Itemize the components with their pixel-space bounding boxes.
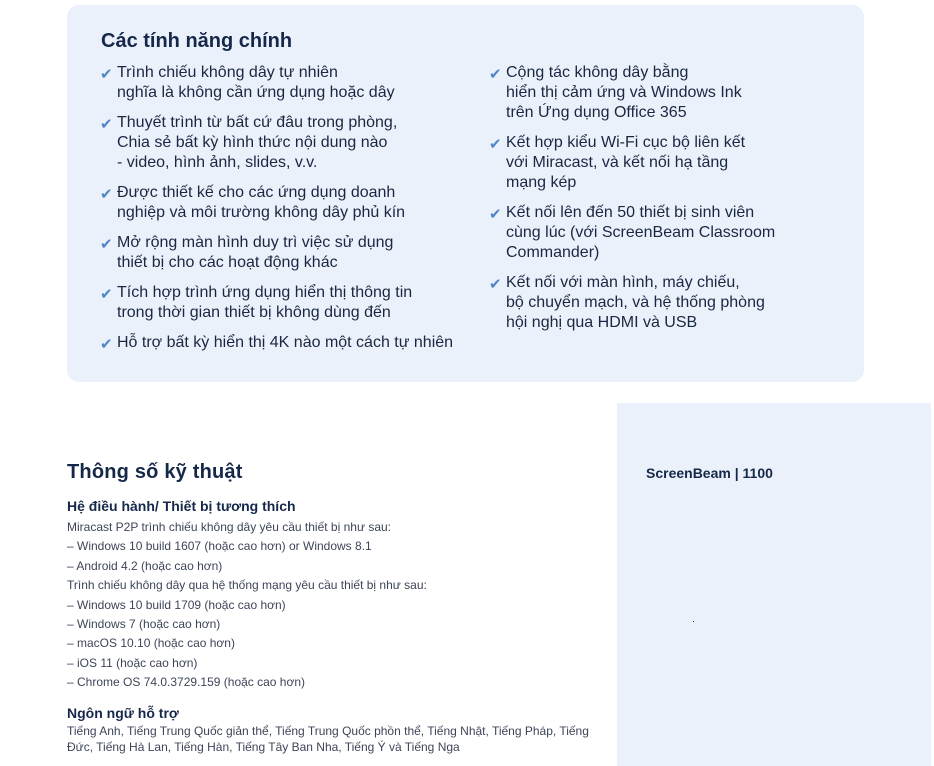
feature-item [489,203,859,263]
features-list-right [489,63,859,343]
product-image-placeholder [693,621,694,622]
os-compat-heading: Hệ điều hành/ Thiết bị tương thích [67,498,296,514]
feature-item [489,273,859,333]
os-compat-line: – Android 4.2 (hoặc cao hơn) [67,558,223,573]
os-compat-line: – Windows 10 build 1709 (hoặc cao hơn) [67,597,286,612]
feature-item [100,233,470,273]
feature-text: Kết hợp kiểu Wi-Fi cục bộ liên kết với Miracast, và kết nối hạ tầng mạng kép [506,134,746,191]
feature-item [100,63,470,103]
feature-text: Kết nối với màn hình, máy chiếu, bộ chuyển mạch, và hệ thống phòng hội nghị qua HDMI và USB [506,274,765,331]
os-compat-line: Miracast P2P trình chiếu không dây yêu cầu thiết bị như sau: [67,520,391,534]
os-compat-line: – Chrome OS 74.0.3729.159 (hoặc cao hơn) [67,675,306,690]
product-name: ScreenBeam | 1100 [646,465,773,481]
features-list-left [100,63,470,363]
checkmark-icon: ✔ [100,285,113,303]
os-compat-list [67,518,597,693]
specs-section [67,461,597,755]
features-panel [67,5,864,382]
languages-heading: Ngôn ngữ hỗ trợ [67,704,179,721]
product-panel [617,403,931,766]
feature-text: Tích hợp trình ứng dụng hiển thị thông tin trong thời gian thiết bị không dùng đến [117,284,413,321]
feature-text: Hỗ trợ bất kỳ hiển thị 4K nào một cách tự nhiên [117,334,454,351]
checkmark-icon: ✔ [100,65,113,83]
feature-text: Thuyết trình từ bất cứ đâu trong phòng, Chia sẻ bất kỳ hình thức nội dung nào - video, hình ảnh, slides, v.v. [117,114,398,171]
os-compat-line: – Windows 7 (hoặc cao hơn) [67,617,221,632]
feature-item [100,333,470,353]
feature-text: Mở rộng màn hình duy trì việc sử dụng thiết bị cho các hoạt động khác [117,234,394,271]
checkmark-icon: ✔ [489,275,502,293]
checkmark-icon: ✔ [489,135,502,153]
languages-text: Tiếng Anh, Tiếng Trung Quốc giản thể, Tiếng Trung Quốc phồn thể, Tiếng Nhật, Tiếng Pháp, Tiếng Đức, Tiếng Hà Lan, Tiếng Hàn, Tiếng Tây Ban Nha, Tiếng Ý và Tiếng Nga [67,723,589,754]
os-compat-line: – Windows 10 build 1607 (hoặc cao hơn) or Windows 8.1 [67,539,372,554]
checkmark-icon: ✔ [100,115,113,133]
feature-item [489,133,859,193]
os-compat-line: Trình chiếu không dây qua hệ thống mạng yêu cầu thiết bị như sau: [67,578,427,593]
feature-text: Cộng tác không dây bằng hiển thị cảm ứng và Windows Ink trên Ứng dụng Office 365 [506,64,742,121]
feature-item [489,63,859,123]
feature-item [100,283,470,323]
feature-text: Kết nối lên đến 50 thiết bị sinh viên cùng lúc (với ScreenBeam Classroom Commander) [506,204,776,261]
features-title: Các tính năng chính [101,30,293,52]
feature-text: Trình chiếu không dây tự nhiên nghĩa là không cần ứng dụng hoặc dây [117,64,395,101]
feature-item [100,113,470,173]
checkmark-icon: ✔ [489,205,502,223]
os-compat-line: – iOS 11 (hoặc cao hơn) [67,655,198,670]
checkmark-icon: ✔ [100,335,113,353]
feature-text: Được thiết kế cho các ứng dụng doanh nghiệp và môi trường không dây phủ kín [117,184,406,221]
specs-title: Thông số kỹ thuật [67,461,243,483]
checkmark-icon: ✔ [100,235,113,253]
feature-item [100,183,470,223]
os-compat-line: – macOS 10.10 (hoặc cao hơn) [67,636,235,651]
checkmark-icon: ✔ [489,65,502,83]
checkmark-icon: ✔ [100,185,113,203]
